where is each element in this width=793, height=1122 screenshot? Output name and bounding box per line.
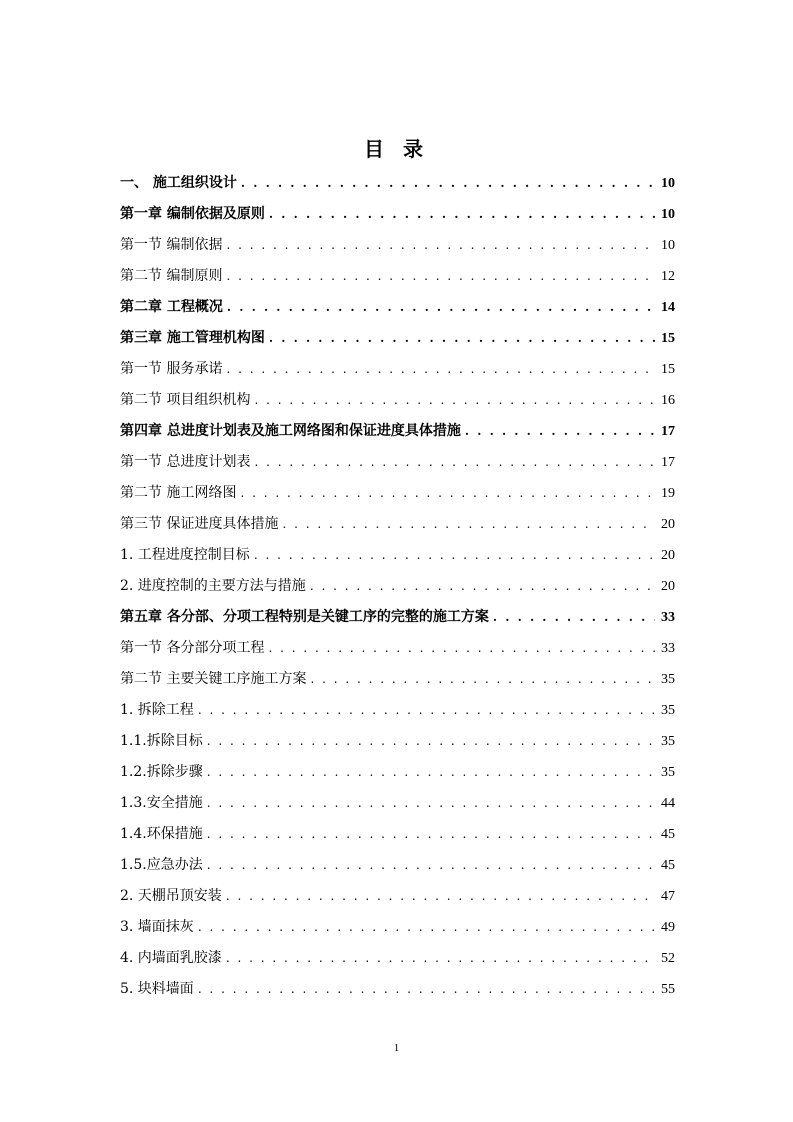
toc-entry[interactable] [120, 230, 675, 261]
toc-leader-dots [310, 664, 655, 695]
toc-leader-dots [310, 571, 655, 602]
toc-entry[interactable] [120, 199, 675, 230]
toc-entry-page: 17 [661, 455, 675, 470]
toc-leader-dots [207, 757, 655, 788]
toc-leader-dots [207, 726, 655, 757]
toc-entry-page: 35 [661, 734, 675, 749]
toc-entry-label: 第二章 工程概况 [120, 299, 223, 315]
toc-leader-dots [241, 168, 655, 199]
toc-leader-dots [240, 478, 655, 509]
toc-entry[interactable] [120, 757, 675, 788]
toc-entry[interactable] [120, 974, 675, 1005]
toc-leader-dots [198, 695, 655, 726]
toc-leader-dots [207, 850, 655, 881]
toc-entry-page: 20 [661, 548, 675, 563]
toc-entry-label: 第二节 编制原则 [120, 268, 223, 284]
toc-entry[interactable] [120, 788, 675, 819]
toc-leader-dots [226, 261, 655, 292]
toc-leader-dots [269, 199, 655, 230]
toc-leader-dots [269, 323, 655, 354]
toc-entry-label: 第五章 各分部、分项工程特别是关键工序的完整的施工方案 [120, 609, 489, 625]
toc-entry-label: 第一节 服务承诺 [120, 361, 223, 377]
toc-entry-page: 14 [661, 300, 675, 315]
toc-leader-dots [493, 602, 655, 633]
toc-entry-label: 4. 内墙面乳胶漆 [120, 950, 222, 966]
toc-entry-label: 2. 进度控制的主要方法与措施 [120, 578, 306, 594]
toc-entry-page: 45 [661, 827, 675, 842]
toc-entry-label: 2. 天棚吊顶安装 [120, 888, 222, 904]
toc-entry[interactable] [120, 416, 675, 447]
toc-entry[interactable] [120, 447, 675, 478]
toc-entry-label: 1.5.应急办法 [120, 857, 203, 873]
toc-leader-dots [465, 416, 655, 447]
toc-leader-dots [282, 509, 655, 540]
toc-entry[interactable] [120, 664, 675, 695]
table-of-contents [120, 168, 675, 1005]
toc-entry[interactable] [120, 633, 675, 664]
page-title: 目 录 [364, 137, 429, 161]
toc-entry-label: 1. 工程进度控制目标 [120, 547, 250, 563]
toc-entry-page: 20 [661, 517, 675, 532]
toc-leader-dots [226, 943, 655, 974]
toc-entry-page: 10 [661, 238, 675, 253]
page-number: 1 [393, 1042, 400, 1054]
toc-entry[interactable] [120, 509, 675, 540]
toc-entry-page: 33 [661, 641, 675, 656]
toc-entry-page: 35 [661, 703, 675, 718]
toc-entry-label: 第一节 各分部分项工程 [120, 640, 265, 656]
toc-entry-label: 第二节 项目组织机构 [120, 392, 251, 408]
toc-leader-dots [226, 881, 655, 912]
toc-entry[interactable] [120, 912, 675, 943]
toc-entry-page: 15 [661, 331, 675, 346]
toc-entry-page: 20 [661, 579, 675, 594]
toc-entry-label: 第一节 总进度计划表 [120, 454, 251, 470]
toc-entry-label: 第三节 保证进度具体措施 [120, 516, 279, 532]
toc-entry[interactable] [120, 726, 675, 757]
toc-leader-dots [268, 633, 655, 664]
toc-entry-page: 12 [661, 269, 675, 284]
toc-entry-label: 5. 块料墙面 [120, 981, 194, 997]
toc-entry-page: 55 [661, 982, 675, 997]
toc-entry-page: 47 [661, 889, 675, 904]
toc-entry-label: 1. 拆除工程 [120, 702, 194, 718]
toc-entry[interactable] [120, 881, 675, 912]
toc-entry[interactable] [120, 695, 675, 726]
toc-leader-dots [198, 974, 655, 1005]
toc-leader-dots [198, 912, 655, 943]
toc-entry-page: 15 [661, 362, 675, 377]
toc-entry-page: 19 [661, 486, 675, 501]
toc-leader-dots [254, 540, 655, 571]
toc-entry[interactable] [120, 168, 675, 199]
toc-entry-page: 10 [661, 207, 675, 222]
toc-leader-dots [226, 230, 655, 261]
toc-entry[interactable] [120, 819, 675, 850]
toc-entry[interactable] [120, 850, 675, 881]
toc-entry-page: 35 [661, 672, 675, 687]
toc-entry[interactable] [120, 354, 675, 385]
toc-entry-label: 3. 墙面抹灰 [120, 919, 194, 935]
toc-entry-label: 1.3.安全措施 [120, 795, 203, 811]
toc-entry-page: 52 [661, 951, 675, 966]
toc-entry-label: 第一章 编制依据及原则 [120, 206, 265, 222]
toc-entry-page: 49 [661, 920, 675, 935]
toc-leader-dots [207, 788, 655, 819]
toc-entry[interactable] [120, 478, 675, 509]
toc-entry-page: 16 [661, 393, 675, 408]
toc-entry[interactable] [120, 571, 675, 602]
toc-entry-label: 1.1.拆除目标 [120, 733, 203, 749]
toc-leader-dots [226, 354, 655, 385]
toc-entry-label: 1.4.环保措施 [120, 826, 203, 842]
toc-leader-dots [227, 292, 655, 323]
toc-entry-label: 一、 施工组织设计 [120, 175, 237, 191]
toc-entry-label: 1.2.拆除步骤 [120, 764, 203, 780]
toc-entry[interactable] [120, 323, 675, 354]
toc-entry-label: 第一节 编制依据 [120, 237, 223, 253]
toc-entry-page: 10 [661, 176, 675, 191]
toc-entry[interactable] [120, 602, 675, 633]
toc-entry[interactable] [120, 292, 675, 323]
toc-entry-label: 第二节 施工网络图 [120, 485, 237, 501]
toc-leader-dots [207, 819, 655, 850]
toc-entry-page: 35 [661, 765, 675, 780]
toc-entry-label: 第三章 施工管理机构图 [120, 330, 265, 346]
toc-entry[interactable] [120, 385, 675, 416]
toc-entry-page: 45 [661, 858, 675, 873]
toc-entry[interactable] [120, 540, 675, 571]
toc-entry-label: 第二节 主要关键工序施工方案 [120, 671, 307, 687]
toc-leader-dots [254, 385, 655, 416]
toc-entry-page: 17 [661, 424, 675, 439]
toc-entry-label: 第四章 总进度计划表及施工网络图和保证进度具体措施 [120, 423, 461, 439]
toc-entry[interactable] [120, 261, 675, 292]
toc-leader-dots [254, 447, 655, 478]
toc-entry[interactable] [120, 943, 675, 974]
toc-entry-page: 33 [661, 610, 675, 625]
toc-entry-page: 44 [661, 796, 675, 811]
